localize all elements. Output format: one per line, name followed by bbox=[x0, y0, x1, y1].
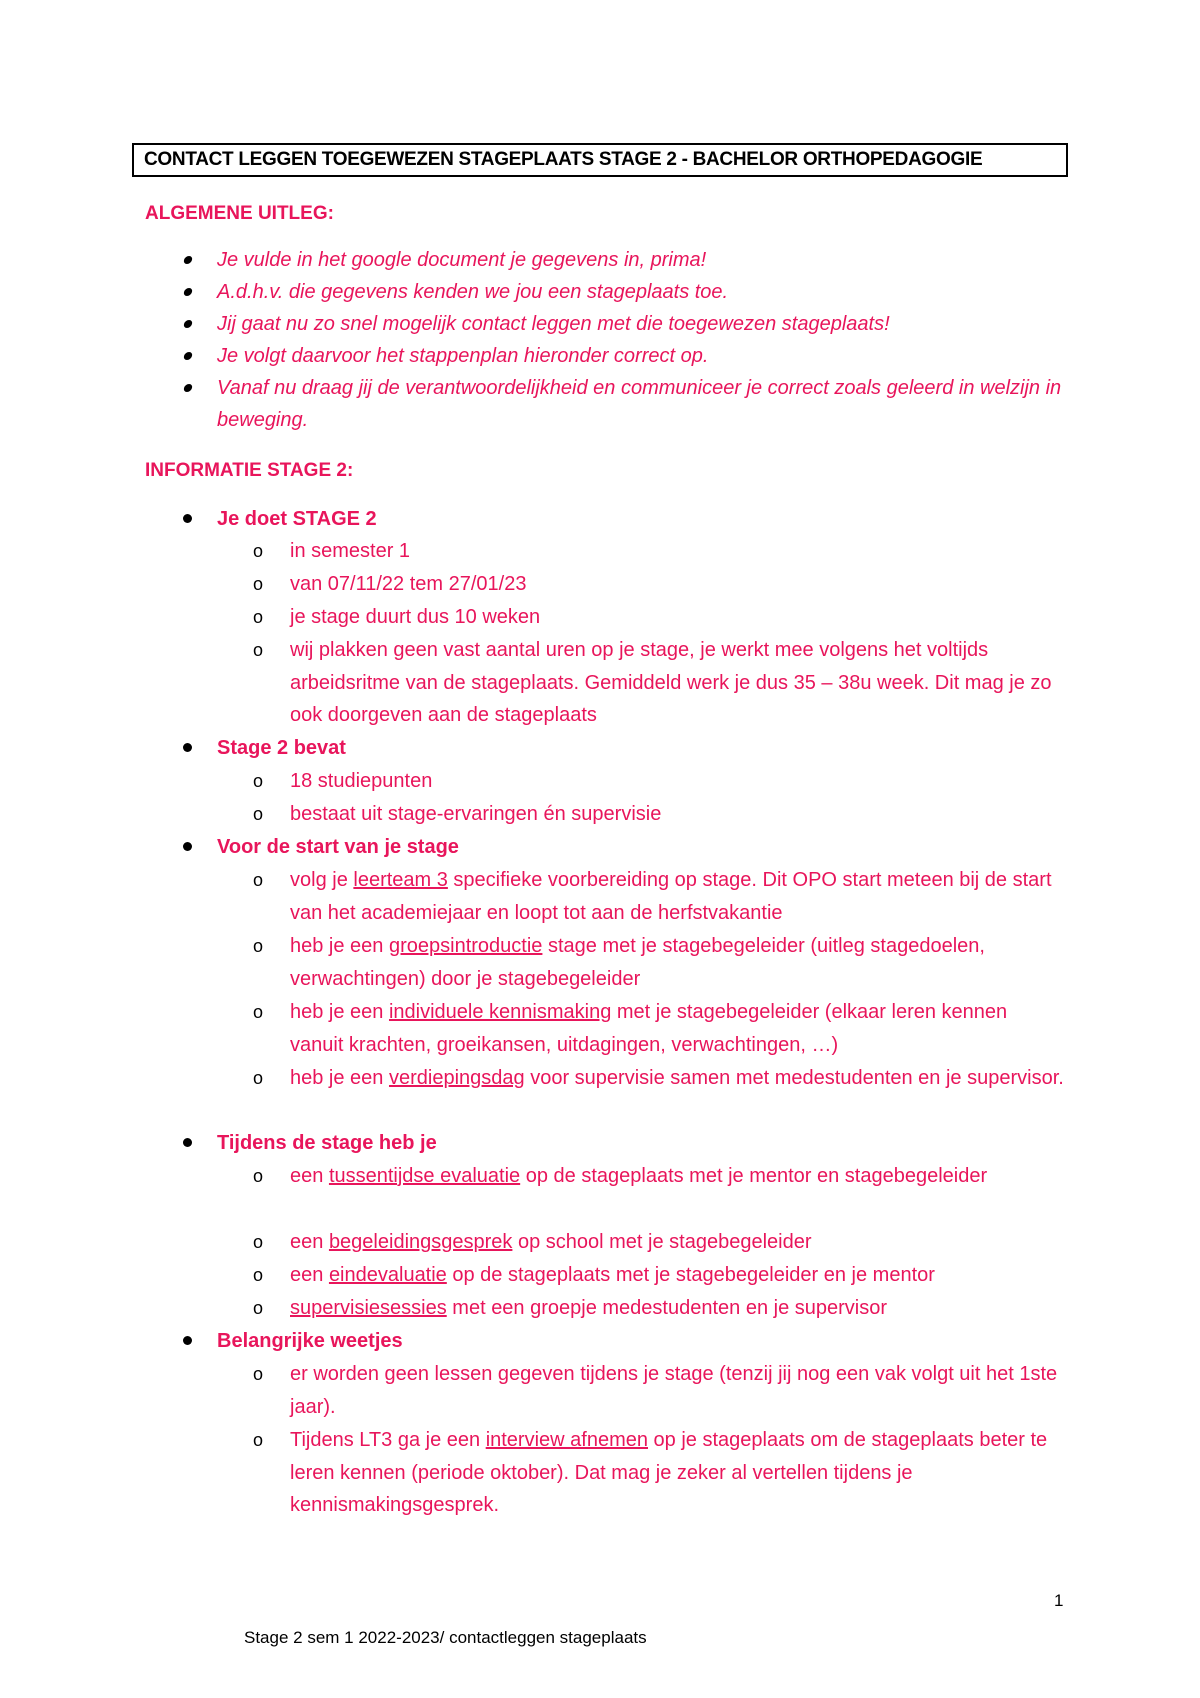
list-item: o bestaat uit stage-ervaringen én supervisie bbox=[290, 798, 1065, 831]
bullet-icon bbox=[183, 1336, 192, 1345]
group-heading: Voor de start van je stage bbox=[217, 831, 459, 863]
circle-bullet-icon: o bbox=[253, 1364, 264, 1384]
circle-bullet-icon: o bbox=[253, 607, 264, 627]
circle-bullet-icon: o bbox=[253, 1068, 264, 1088]
circle-bullet-icon: o bbox=[253, 1265, 264, 1285]
group-heading: Je doet STAGE 2 bbox=[217, 503, 377, 535]
circle-bullet-icon: o bbox=[253, 574, 264, 594]
page-number: 1 bbox=[1054, 1591, 1064, 1610]
circle-bullet-icon: o bbox=[253, 541, 264, 561]
list-item: o Tijdens LT3 ga je een interview afnemen op je stageplaats om de stageplaats beter te leren kennen (periode oktober). Dat mag je zeker al vertellen tijdens je kennismakingsgesprek. bbox=[290, 1424, 1065, 1522]
list-item: o supervisiesessies met een groepje medestudenten en je supervisor bbox=[290, 1292, 1065, 1325]
list-item: o van 07/11/22 tem 27/01/23 bbox=[290, 568, 1065, 601]
bullet-icon bbox=[183, 352, 193, 360]
list-item: Vanaf nu draag jij de verantwoordelijkheid en communiceer je correct zoals geleerd in welzijn in beweging. bbox=[217, 372, 1062, 436]
list-item: Jij gaat nu zo snel mogelijk contact leggen met die toegewezen stageplaats! bbox=[217, 308, 1062, 340]
group-heading: Tijdens de stage heb je bbox=[217, 1127, 437, 1159]
document-title: CONTACT LEGGEN TOEGEWEZEN STAGEPLAATS STAGE 2 - BACHELOR ORTHOPEDAGOGIE bbox=[132, 143, 1068, 177]
section-heading-informatie-stage: INFORMATIE STAGE 2: bbox=[145, 460, 354, 481]
bullet-icon bbox=[183, 288, 193, 296]
circle-bullet-icon: o bbox=[253, 1166, 264, 1186]
group-heading: Belangrijke weetjes bbox=[217, 1325, 403, 1357]
circle-bullet-icon: o bbox=[253, 1002, 264, 1022]
list-item: o wij plakken geen vast aantal uren op je stage, je werkt mee volgens het voltijds arbeidsritme van de stageplaats. Gemiddeld werk je dus 35 – 38u week. Dit mag je zo ook doorgeven aan de stageplaats bbox=[290, 634, 1065, 732]
circle-bullet-icon: o bbox=[253, 1298, 264, 1318]
circle-bullet-icon: o bbox=[253, 640, 264, 660]
circle-bullet-icon: o bbox=[253, 771, 264, 791]
circle-bullet-icon: o bbox=[253, 1430, 264, 1450]
group-heading: Stage 2 bevat bbox=[217, 732, 346, 764]
list-item: o een tussentijdse evaluatie op de stageplaats met je mentor en stagebegeleider bbox=[290, 1160, 1065, 1193]
bullet-icon bbox=[183, 320, 193, 328]
bullet-icon bbox=[183, 743, 192, 752]
page-footer: Stage 2 sem 1 2022-2023/ contactleggen stageplaats bbox=[244, 1628, 647, 1647]
list-item: o er worden geen lessen gegeven tijdens je stage (tenzij jij nog een vak volgt uit het 1ste jaar). bbox=[290, 1358, 1065, 1423]
bullet-icon bbox=[183, 384, 193, 392]
list-item: o in semester 1 bbox=[290, 535, 1065, 568]
list-item: o volg je leerteam 3 specifieke voorbereiding op stage. Dit OPO start meteen bij de start van het academiejaar en loopt tot aan de herfstvakantie bbox=[290, 864, 1065, 929]
list-item: o een eindevaluatie op de stageplaats met je stagebegeleider en je mentor bbox=[290, 1259, 1065, 1292]
list-item: Je volgt daarvoor het stappenplan hieronder correct op. bbox=[217, 340, 1062, 372]
section-heading-algemene-uitleg: ALGEMENE UITLEG: bbox=[145, 203, 334, 224]
bullet-icon bbox=[183, 842, 192, 851]
circle-bullet-icon: o bbox=[253, 804, 264, 824]
list-item: A.d.h.v. die gegevens kenden we jou een stageplaats toe. bbox=[217, 276, 1062, 308]
list-item: o een begeleidingsgesprek op school met je stagebegeleider bbox=[290, 1226, 1065, 1259]
list-item: o heb je een groepsintroductie stage met je stagebegeleider (uitleg stagedoelen, verwachtingen) door je stagebegeleider bbox=[290, 930, 1065, 995]
circle-bullet-icon: o bbox=[253, 936, 264, 956]
circle-bullet-icon: o bbox=[253, 1232, 264, 1252]
list-item: Je vulde in het google document je gegevens in, prima! bbox=[217, 244, 1062, 276]
list-item: o je stage duurt dus 10 weken bbox=[290, 601, 1065, 634]
circle-bullet-icon: o bbox=[253, 870, 264, 890]
bullet-icon bbox=[183, 514, 192, 523]
list-item: o heb je een verdiepingsdag voor supervisie samen met medestudenten en je supervisor. bbox=[290, 1062, 1065, 1095]
list-item: o 18 studiepunten bbox=[290, 765, 1065, 798]
bullet-icon bbox=[183, 1138, 192, 1147]
bullet-icon bbox=[183, 256, 193, 264]
list-item: o heb je een individuele kennismaking met je stagebegeleider (elkaar leren kennen vanuit krachten, groeikansen, uitdagingen, verwachtingen, …) bbox=[290, 996, 1065, 1061]
